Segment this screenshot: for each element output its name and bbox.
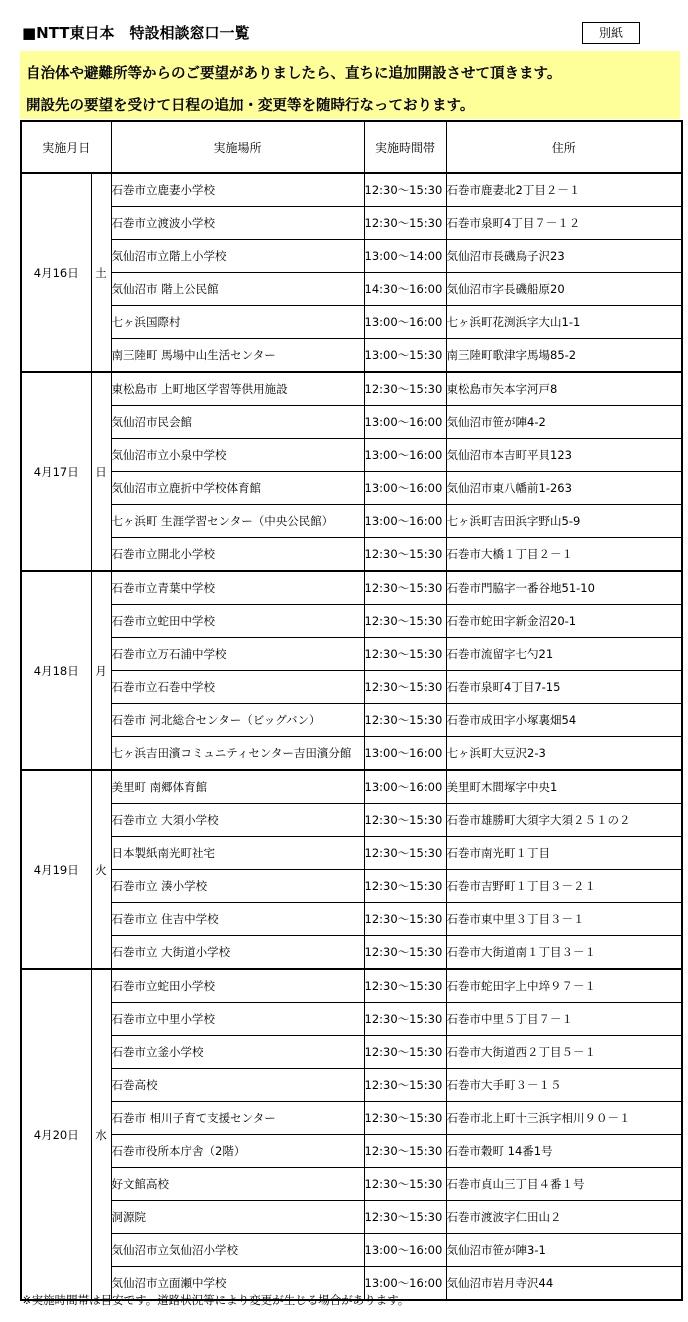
table-row [21, 1036, 682, 1069]
table-row [21, 870, 682, 903]
time-cell: 12:30～15:30 [364, 671, 446, 704]
address-cell: 石巻市貞山三丁目４番１号 [446, 1168, 682, 1201]
address-cell: 石巻市南光町１丁目 [446, 837, 682, 870]
place-cell: 石巻市立開北小学校 [111, 538, 364, 572]
address-cell: 石巻市大橋１丁目２－１ [446, 538, 682, 572]
address-cell: 七ヶ浜町花渕浜字大山1-1 [446, 306, 682, 339]
time-cell: 12:30～15:30 [364, 1003, 446, 1036]
address-cell: 石巻市東中里３丁目３－１ [446, 903, 682, 936]
address-cell: 石巻市吉野町１丁目３－２１ [446, 870, 682, 903]
table-row [21, 1003, 682, 1036]
address-cell: 石巻市穀町 14番1号 [446, 1135, 682, 1168]
table-row [21, 1069, 682, 1102]
weekday-cell: 水 [91, 969, 111, 1300]
address-cell: 石巻市雄勝町大須字大須２５１の２ [446, 804, 682, 837]
place-cell: 石巻市立石巻中学校 [111, 671, 364, 704]
table-row [21, 837, 682, 870]
time-cell: 12:30～15:30 [364, 173, 446, 207]
place-cell: 気仙沼市立鹿折中学校体育館 [111, 472, 364, 505]
time-cell: 13:00～14:00 [364, 240, 446, 273]
place-cell: 石巻市立 住吉中学校 [111, 903, 364, 936]
table-row [21, 737, 682, 771]
place-cell: 気仙沼市立階上小学校 [111, 240, 364, 273]
place-cell: 気仙沼市立小泉中学校 [111, 439, 364, 472]
table-row [21, 671, 682, 704]
table-body [21, 173, 682, 1300]
place-cell: 美里町 南郷体育館 [111, 770, 364, 804]
time-cell: 14:30～16:00 [364, 273, 446, 306]
place-cell: 気仙沼市民会館 [111, 406, 364, 439]
table-row [21, 339, 682, 373]
table-row [21, 969, 682, 1003]
place-cell: 石巻市立蛇田小学校 [111, 969, 364, 1003]
place-cell: 七ヶ浜町 生涯学習センター（中央公民館） [111, 505, 364, 538]
table-header-row [21, 121, 682, 173]
notice-box [20, 51, 680, 119]
address-cell: 気仙沼市岩月寺沢44 [446, 1267, 682, 1301]
header-place: 実施場所 [111, 121, 364, 173]
footnote: ※実施時間帯は目安です。道路状況等により変更が生じる場合があります。 [22, 1293, 410, 1307]
time-cell: 13:00～16:00 [364, 472, 446, 505]
table-row [21, 936, 682, 970]
address-cell: 石巻市北上町十三浜字相川９０－１ [446, 1102, 682, 1135]
address-cell: 七ヶ浜町吉田浜字野山5-9 [446, 505, 682, 538]
place-cell: 石巻市立中里小学校 [111, 1003, 364, 1036]
address-cell: 東松島市矢本字河戸8 [446, 372, 682, 406]
place-cell: 南三陸町 馬場中山生活センター [111, 339, 364, 373]
time-cell: 13:00～15:30 [364, 339, 446, 373]
time-cell: 12:30～15:30 [364, 1069, 446, 1102]
table-row [21, 638, 682, 671]
table-row [21, 1102, 682, 1135]
address-cell: 石巻市泉町4丁目7-15 [446, 671, 682, 704]
time-cell: 12:30～15:30 [364, 1102, 446, 1135]
place-cell: 洞源院 [111, 1201, 364, 1234]
header-address: 住所 [446, 121, 682, 173]
time-cell: 13:00～16:00 [364, 770, 446, 804]
address-cell: 気仙沼市字長磯船原20 [446, 273, 682, 306]
time-cell: 12:30～15:30 [364, 605, 446, 638]
place-cell: 石巻市役所本庁舎（2階） [111, 1135, 364, 1168]
address-cell: 石巻市大手町３－１５ [446, 1069, 682, 1102]
weekday-cell: 火 [91, 770, 111, 969]
time-cell: 13:00～16:00 [364, 439, 446, 472]
time-cell: 12:30～15:30 [364, 704, 446, 737]
address-cell: 石巻市中里５丁目７－１ [446, 1003, 682, 1036]
table-row [21, 1234, 682, 1267]
date-cell: 4月19日 [21, 770, 91, 969]
address-cell: 気仙沼市東八幡前1-263 [446, 472, 682, 505]
header-time: 実施時間帯 [364, 121, 446, 173]
address-cell: 美里町木間塚字中央1 [446, 770, 682, 804]
table-row [21, 505, 682, 538]
table-row [21, 306, 682, 339]
header-date: 実施月日 [21, 121, 111, 173]
time-cell: 13:00～16:00 [364, 406, 446, 439]
place-cell: 石巻高校 [111, 1069, 364, 1102]
place-cell: 日本製紙南光町社宅 [111, 837, 364, 870]
place-cell: 七ヶ浜国際村 [111, 306, 364, 339]
table-row [21, 704, 682, 737]
place-cell: 石巻市立釜小学校 [111, 1036, 364, 1069]
table-row [21, 273, 682, 306]
table-row [21, 770, 682, 804]
address-cell: 石巻市蛇田字新金沼20-1 [446, 605, 682, 638]
place-cell: 好文館高校 [111, 1168, 364, 1201]
time-cell: 12:30～15:30 [364, 804, 446, 837]
table-row [21, 605, 682, 638]
place-cell: 石巻市立 湊小学校 [111, 870, 364, 903]
address-cell: 石巻市門脇字一番谷地51-10 [446, 571, 682, 605]
place-cell: 石巻市立 大須小学校 [111, 804, 364, 837]
place-cell: 石巻市立青葉中学校 [111, 571, 364, 605]
time-cell: 12:30～15:30 [364, 638, 446, 671]
table-row [21, 1135, 682, 1168]
place-cell: 石巻市 相川子育て支援センター [111, 1102, 364, 1135]
weekday-cell: 土 [91, 173, 111, 372]
address-cell: 石巻市泉町4丁目７－１２ [446, 207, 682, 240]
place-cell: 石巻市 河北総合センター（ビッグバン） [111, 704, 364, 737]
place-cell: 東松島市 上町地区学習等供用施設 [111, 372, 364, 406]
time-cell: 12:30～15:30 [364, 1168, 446, 1201]
place-cell: 石巻市立渡波小学校 [111, 207, 364, 240]
address-cell: 気仙沼市長磯鳥子沢23 [446, 240, 682, 273]
place-cell: 石巻市立万石浦中学校 [111, 638, 364, 671]
time-cell: 12:30～15:30 [364, 1135, 446, 1168]
time-cell: 12:30～15:30 [364, 903, 446, 936]
table-row [21, 1168, 682, 1201]
address-cell: 石巻市鹿妻北2丁目２－１ [446, 173, 682, 207]
date-cell: 4月20日 [21, 969, 91, 1300]
time-cell: 13:00～16:00 [364, 737, 446, 771]
table-row [21, 903, 682, 936]
table-row [21, 406, 682, 439]
time-cell: 12:30～15:30 [364, 870, 446, 903]
address-cell: 気仙沼市笹が陣4-2 [446, 406, 682, 439]
notice-line-2: 開設先の要望を受けて日程の追加・変更等を随時行なっております。 [26, 98, 475, 114]
time-cell: 12:30～15:30 [364, 538, 446, 572]
address-cell: 南三陸町歌津字馬場85-2 [446, 339, 682, 373]
time-cell: 12:30～15:30 [364, 837, 446, 870]
address-cell: 石巻市流留字七勺21 [446, 638, 682, 671]
place-cell: 七ヶ浜吉田濱コミュニティセンター吉田濱分館 [111, 737, 364, 771]
notice-line-1: 自治体や避難所等からのご要望がありましたら、直ちに追加開設させて頂きます。 [26, 66, 562, 82]
table-row [21, 1201, 682, 1234]
date-cell: 4月17日 [21, 372, 91, 571]
place-cell: 石巻市立蛇田中学校 [111, 605, 364, 638]
place-cell: 石巻市立 大街道小学校 [111, 936, 364, 970]
time-cell: 12:30～15:30 [364, 207, 446, 240]
time-cell: 12:30～15:30 [364, 1036, 446, 1069]
table-row [21, 372, 682, 406]
table-row [21, 173, 682, 207]
time-cell: 13:00～16:00 [364, 1267, 446, 1301]
address-cell: 気仙沼市笹が陣3-1 [446, 1234, 682, 1267]
time-cell: 12:30～15:30 [364, 571, 446, 605]
time-cell: 12:30～15:30 [364, 969, 446, 1003]
table-row [21, 472, 682, 505]
time-cell: 12:30～15:30 [364, 372, 446, 406]
address-cell: 気仙沼市本吉町平貝123 [446, 439, 682, 472]
address-cell: 石巻市大街道西２丁目５－１ [446, 1036, 682, 1069]
place-cell: 石巻市立鹿妻小学校 [111, 173, 364, 207]
table-row [21, 240, 682, 273]
time-cell: 12:30～15:30 [364, 1201, 446, 1234]
page-title: ■NTT東日本 特設相談窓口一覧 [22, 24, 250, 42]
address-cell: 七ヶ浜町大豆沢2-3 [446, 737, 682, 771]
table-row [21, 207, 682, 240]
table-row [21, 804, 682, 837]
consultation-table [20, 120, 683, 1301]
address-cell: 石巻市大街道南１丁目３－１ [446, 936, 682, 970]
address-cell: 石巻市成田字小塚裏畑54 [446, 704, 682, 737]
table-row [21, 571, 682, 605]
address-cell: 石巻市蛇田字上中埣９７－１ [446, 969, 682, 1003]
address-cell: 石巻市渡波字仁田山２ [446, 1201, 682, 1234]
place-cell: 気仙沼市 階上公民館 [111, 273, 364, 306]
weekday-cell: 日 [91, 372, 111, 571]
time-cell: 13:00～16:00 [364, 505, 446, 538]
date-cell: 4月16日 [21, 173, 91, 372]
time-cell: 12:30～15:30 [364, 936, 446, 970]
table-row [21, 538, 682, 572]
place-cell: 気仙沼市立面瀬中学校 [111, 1267, 364, 1301]
date-cell: 4月18日 [21, 571, 91, 770]
place-cell: 気仙沼市立気仙沼小学校 [111, 1234, 364, 1267]
weekday-cell: 月 [91, 571, 111, 770]
time-cell: 13:00～16:00 [364, 306, 446, 339]
attachment-badge: 別紙 [582, 22, 640, 44]
time-cell: 13:00～16:00 [364, 1234, 446, 1267]
table-row [21, 439, 682, 472]
